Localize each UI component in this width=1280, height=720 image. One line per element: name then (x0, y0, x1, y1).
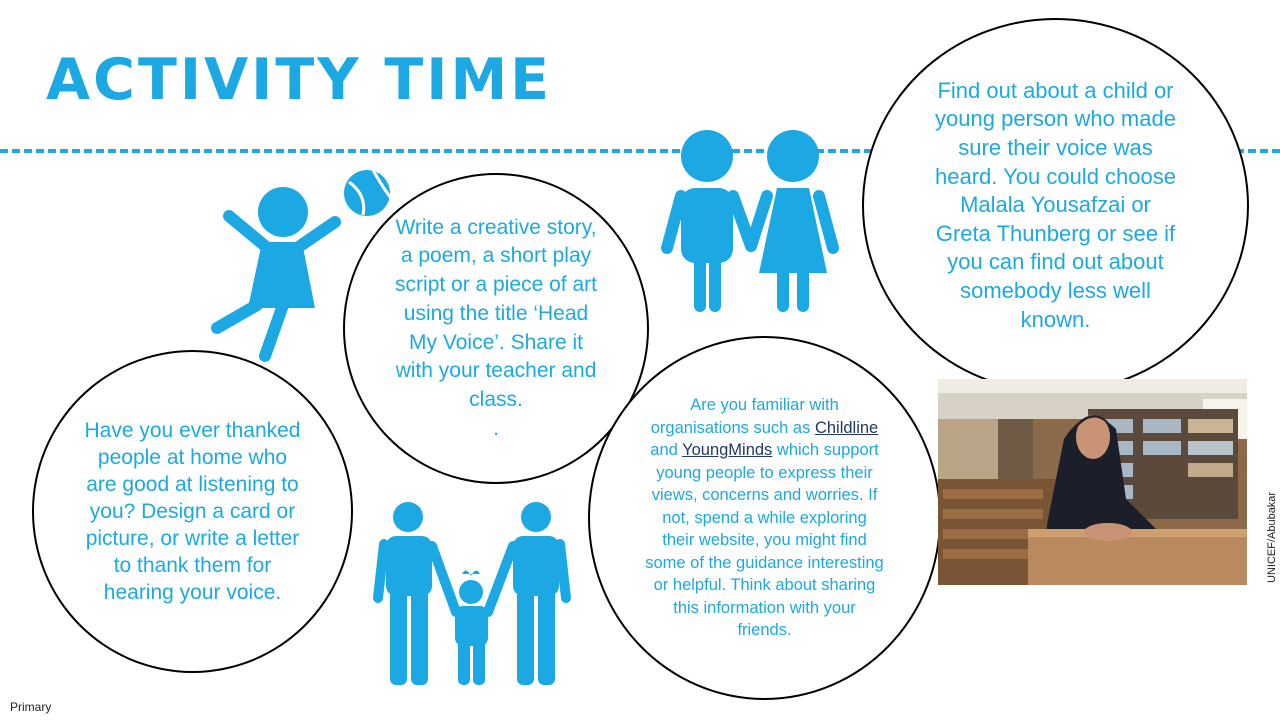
thank-you-activity-text: Have you ever thanked people at home who are good at listening to you? Design a card or picture, or write a letter to thank them for hearing your voice. (84, 419, 301, 604)
research-activity (862, 18, 1249, 393)
creative-activity-text: Write a creative story, a poem, a short play script or a piece of art using the title ‘Head My Voice’. Share it with your teacher and class. (395, 215, 597, 411)
organisations-intro: Are you familiar with organisations such as (650, 396, 839, 437)
creative-writing-activity (343, 173, 649, 484)
thank-you-activity (32, 350, 353, 673)
youngminds-link[interactable]: YoungMinds (682, 441, 773, 460)
footer-label: Primary (10, 700, 52, 714)
photo-credit: UNICEF/Abubakar (1266, 491, 1278, 583)
two-children-icon (655, 128, 845, 318)
research-activity-text: Find out about a child or young person who made sure their voice was heard. You could choose Malala Yousafzai or Greta Thunberg or see if you can find out about somebody less well known. (935, 77, 1176, 332)
organisations-body: which support young people to express their views, concerns and worries. If not, spend a while exploring their website, you might find some of the guidance interesting or helpful. Think about sharing this information with your friends. (645, 441, 884, 640)
childline-link[interactable]: Childline (814, 418, 879, 437)
page-title: ACTIVITY TIME (46, 47, 553, 113)
organisations-activity (588, 336, 941, 700)
organisations-and: and (650, 441, 678, 460)
creative-activity-trail: . (493, 416, 499, 440)
family-icon (370, 500, 575, 690)
photo-girl-library (938, 379, 1247, 585)
